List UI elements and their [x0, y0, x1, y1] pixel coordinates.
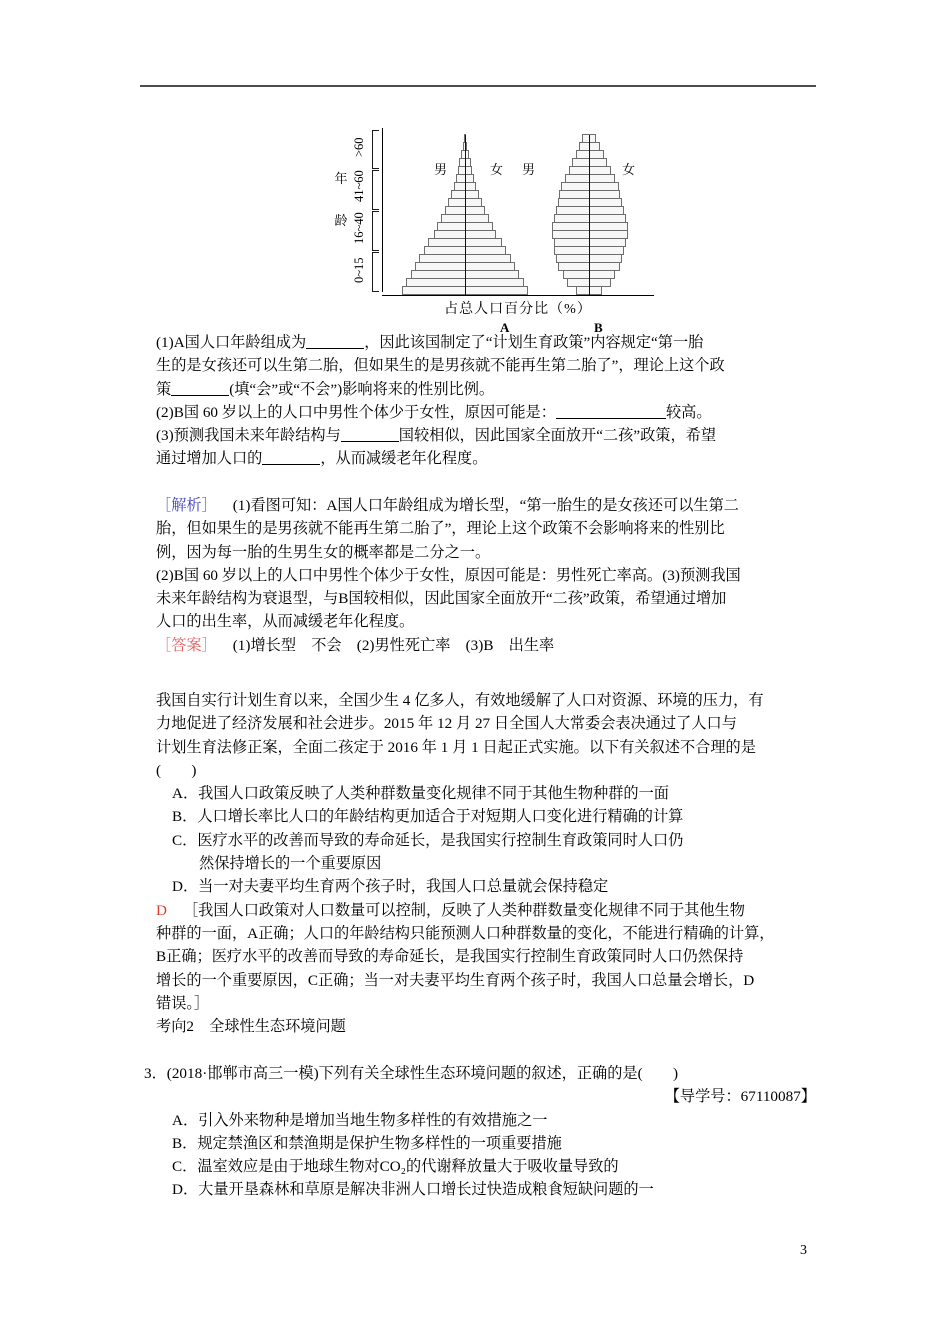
- q1-blank-5[interactable]: [262, 464, 320, 465]
- figure-x-axis-label: 占总人口百分比（%）: [444, 302, 592, 317]
- age-label-16-40: 16~40: [352, 212, 366, 244]
- page-number: 3: [800, 1243, 807, 1258]
- pyramid-a: [400, 135, 530, 295]
- bracket-over-60: [372, 130, 379, 169]
- analysis1-line5: 未来年龄结构为衰退型，与B国较相似，因此国家全面放开“二孩”政策，希望通过增加: [156, 590, 727, 608]
- age-label-41-60: 41~60: [352, 170, 366, 202]
- question2-explanation-line3: B正确；医疗水平的改善而导致的寿命延长，是我国实行控制生育政策同时人口仍然保持: [156, 948, 744, 966]
- question2-explanation-line2: 种群的一面，A正确；人口的年龄结构只能预测人口种群数量的变化，不能进行精确的计算，: [156, 924, 775, 942]
- question2-option-b[interactable]: B．人口增长率比人口的年龄结构更加适合于对短期人口变化进行精确的计算: [172, 808, 684, 826]
- question2-stem-line4: ( ): [156, 761, 197, 779]
- analysis1-line4: (2)B国 60 岁以上的人口中男性个体少于女性，原因可能是：男性死亡率高。(3)预测我国: [156, 566, 741, 584]
- q1-blank-4[interactable]: [341, 441, 399, 442]
- question2-option-c[interactable]: C．医疗水平的改善而导致的寿命延长，是我国实行控制生育政策同时人口仍: [172, 831, 684, 849]
- question3-option-b[interactable]: B．规定禁渔区和禁渔期是保护生物多样性的一项重要措施: [172, 1134, 562, 1152]
- question2-stem-line2: 力地促进了经济发展和社会进步。2015 年 12 月 27 日全国人大常委会表决通过了人口与: [156, 715, 737, 733]
- guide-number-badge: 【导学号：67110087】: [664, 1088, 816, 1106]
- question3-guide-number-row: [156, 1085, 816, 1108]
- question1-part1-line3: [156, 378, 816, 401]
- pyramid-a-male-label: 男: [434, 162, 448, 177]
- question2-block: [156, 689, 816, 1038]
- bracket-16-40: [372, 211, 379, 251]
- q1-blank-1[interactable]: [306, 348, 364, 349]
- pyramid-a-female-label: 女: [490, 162, 504, 177]
- figure-caption-b: B: [594, 320, 603, 335]
- pyramid-b-center-line: [589, 135, 590, 295]
- analysis1-line6: 人口的出生率，从而减缓老年化程度。: [156, 613, 415, 631]
- answer1-text: (1)增长型 不会 (2)男性死亡率 (3)B 出生率: [232, 636, 555, 654]
- question2-answer-letter: D: [156, 901, 167, 919]
- analysis1-line3: 例，因为每一胎的生男生女的概率都是二分之一。: [156, 543, 491, 561]
- q1-blank-3[interactable]: [556, 418, 666, 419]
- pyramid-plot-area: [382, 128, 654, 296]
- question3-block: [144, 1062, 816, 1202]
- section-heading: 考向2 全球性生态环境问题: [156, 1018, 346, 1036]
- analysis-label: ［解析］: [156, 497, 217, 514]
- question2-explanation-line4: 增长的一个重要原因，C正确；当一对夫妻平均生育两个孩子时，我国人口总量会增长，D: [156, 971, 755, 989]
- question1-block: [156, 331, 816, 471]
- q1-part1-text-b: ，因此该国制定了“计划生育政策”内容规定“第一胎: [364, 334, 704, 351]
- question2-option-d[interactable]: D．当一对夫妻平均生育两个孩子时，我国人口总量就会保持稳定: [172, 878, 609, 896]
- question1-part2: [156, 401, 816, 424]
- population-pyramid-figure: [330, 122, 660, 335]
- q1-part3-text-c: 通过增加人口的: [156, 450, 263, 468]
- analysis1-line1: [156, 494, 816, 517]
- question3-option-d[interactable]: D．大量开垦森林和草原是解决非洲人口增长过快造成粮食短缺问题的一: [172, 1181, 654, 1199]
- q1-line3-text-b: (填“会”或“不会”)影响将来的性别比例。: [229, 380, 495, 398]
- question2-explanation-line5: 错误。］: [156, 994, 210, 1012]
- bracket-0-15: [372, 252, 379, 292]
- question1-part1-line1: [156, 331, 816, 354]
- question3-option-c[interactable]: C．温室效应是由于地球生物对CO₂的代谢释放量大于吸收量导致的: [172, 1158, 619, 1176]
- question2-explanation-line1: ［我国人口政策对人口数量可以控制，反映了人类种群数量变化规律不同于其他生物: [182, 901, 745, 919]
- age-label-0-15: 0~15: [352, 257, 366, 283]
- q1-line3-text-a: 策: [156, 380, 172, 398]
- question1-part3-line1: [156, 424, 816, 447]
- question1-part3-line2: [156, 447, 816, 470]
- age-group-tick-labels: [352, 130, 372, 292]
- question3-number: 3．: [144, 1065, 167, 1082]
- plot-x-axis: [382, 295, 654, 296]
- question2-option-c-cont: 然保持增长的一个重要原因: [199, 855, 382, 873]
- question1-part1-line2: 生的是女孩还可以生第二胎，但如果生的是男孩就不能再生第二胎了”，理论上这个政: [156, 357, 725, 375]
- analysis1-block: [156, 494, 816, 657]
- answer1-line: [156, 634, 816, 657]
- pyramid-b-male-label: 男: [522, 162, 536, 177]
- age-label-over-60: >60: [352, 137, 366, 157]
- pyramid-a-center-line: [465, 135, 466, 295]
- question2-answer-line1: [156, 899, 816, 922]
- age-group-brackets: [372, 130, 382, 292]
- y-axis-title-char-2: 龄: [334, 213, 348, 228]
- q1-blank-2[interactable]: [171, 395, 229, 396]
- q1-part3-text-b: 国较相似，因此国家全面放开“二孩”政策，希望: [398, 427, 717, 445]
- header-rule: [140, 85, 816, 87]
- question3-option-a[interactable]: A．引入外来物种是增加当地生物多样性的有效措施之一: [172, 1111, 548, 1129]
- q1-part3-text-a: (3)预测我国未来年龄结构与: [156, 427, 341, 445]
- figure-caption-a: A: [500, 320, 510, 335]
- question3-stem-line: [144, 1062, 816, 1085]
- analysis1-line2: 胎，但如果生的是男孩就不能再生第二胎了”，理论上这个政策不会影响将来的性别比: [156, 520, 725, 538]
- question3-stem: (2018·邯郸市高三一模)下列有关全球性生态环境问题的叙述，正确的是( ): [166, 1065, 679, 1082]
- figure-y-axis-title: [332, 158, 350, 242]
- y-axis-title-char-1: 年: [334, 171, 348, 186]
- q1-part1-text-a: (1)A国人口年龄组成为: [156, 334, 307, 351]
- answer-label: ［答案］: [156, 636, 217, 654]
- question2-stem-line3: 计划生育法修正案，全面二孩定于 2016 年 1 月 1 日起正式实施。以下有关叙述不合理的是: [156, 738, 756, 756]
- question2-option-a[interactable]: A．我国人口政策反映了人类种群数量变化规律不同于其他生物种群的一面: [172, 785, 669, 803]
- question2-stem-line1: 我国自实行计划生育以来，全国少生 4 亿多人，有效地缓解了人口对资源、环境的压力，有: [156, 692, 764, 709]
- pyramid-b-female-label: 女: [622, 162, 636, 177]
- analysis1-text-line1: (1)看图可知：A国人口年龄组成为增长型，“第一胎生的是女孩还可以生第二: [232, 497, 739, 514]
- q1-part2-text-b: 较高。: [665, 403, 712, 421]
- plot-y-axis: [382, 128, 383, 292]
- bracket-41-60: [372, 170, 379, 210]
- q1-part3-text-d: ，从而减缓老年化程度。: [320, 450, 488, 468]
- q1-part2-text-a: (2)B国 60 岁以上的人口中男性个体少于女性，原因可能是：: [156, 403, 556, 421]
